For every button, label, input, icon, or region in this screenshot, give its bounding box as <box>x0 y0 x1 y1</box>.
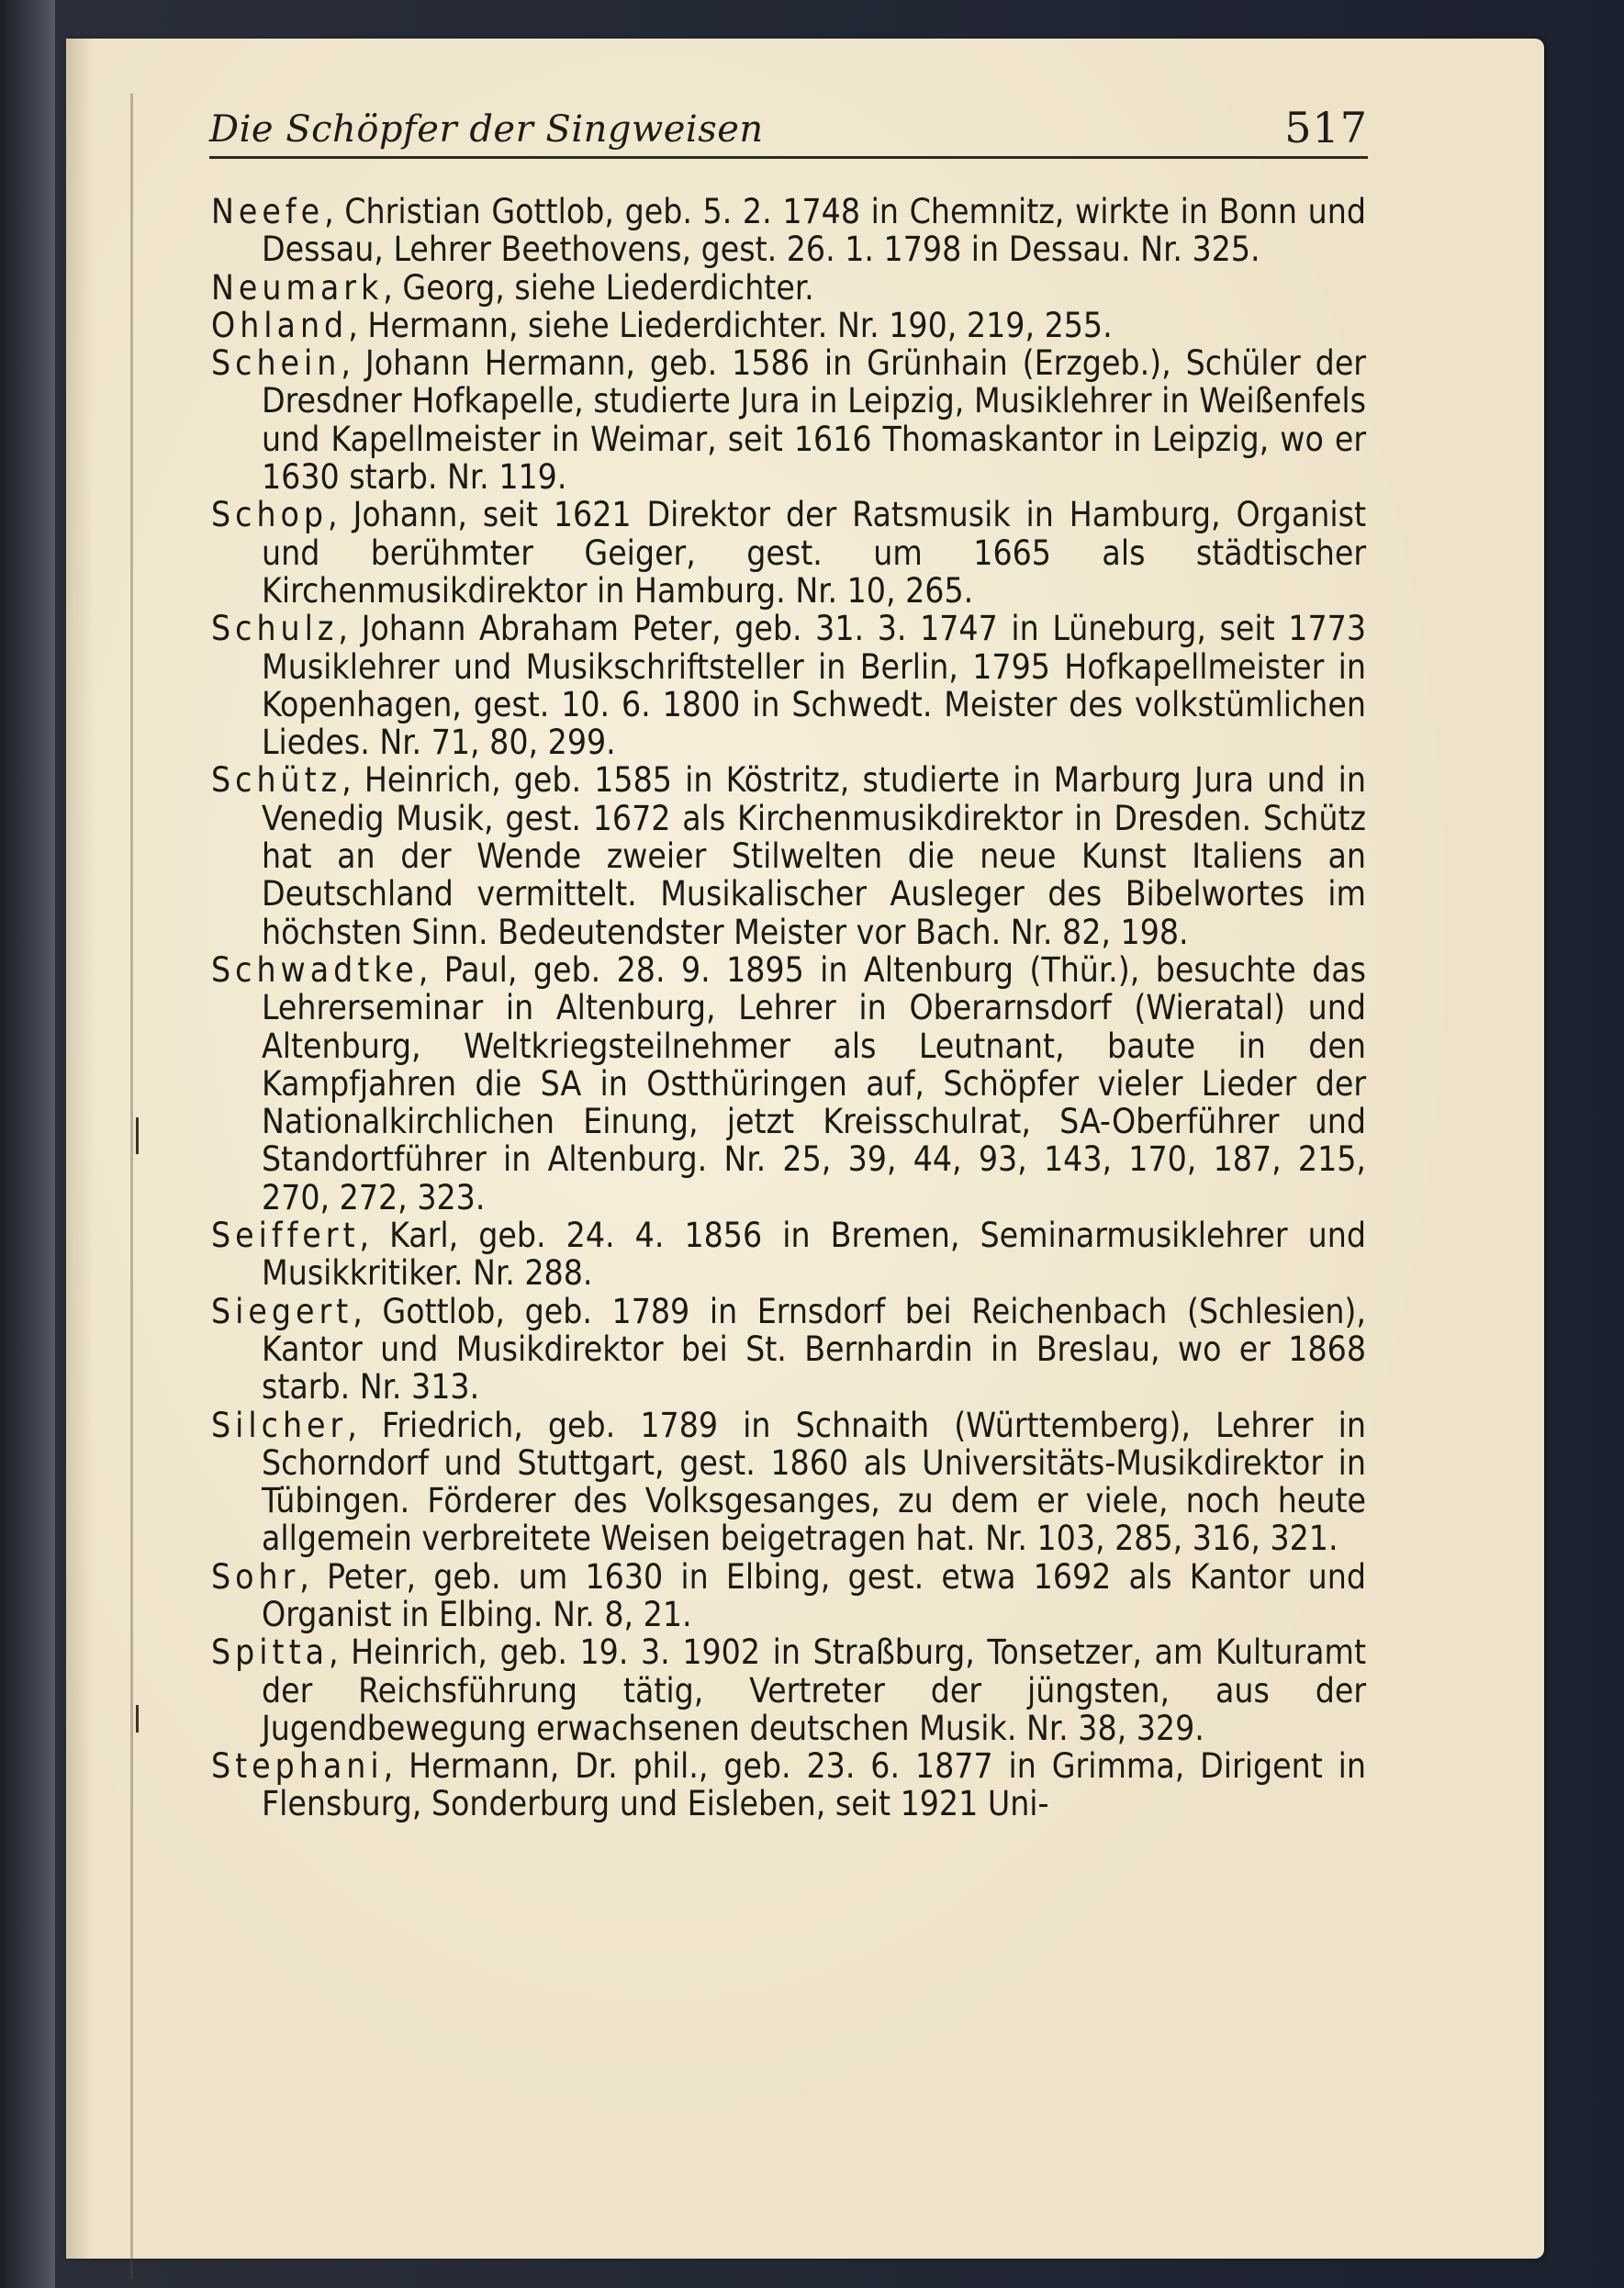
composer-list <box>211 193 1366 1823</box>
composer-details: , Christian Gottlob, geb. 5. 2. 1748 in Chemnitz, wirkte in Bonn und Dessau, Lehrer Beethovens, gest. 26. 1. 1798 in Dessau. Nr. 325. <box>262 192 1366 270</box>
page-gutter <box>130 94 133 2279</box>
composer-entry <box>211 193 1366 269</box>
page-number: 517 <box>1284 103 1368 152</box>
composer-surname: Spitta <box>211 1632 330 1673</box>
composer-details: , Georg, siehe Liederdichter. <box>383 267 814 308</box>
composer-surname: Schütz <box>211 760 342 801</box>
composer-entry <box>211 951 1366 1217</box>
composer-surname: Silcher <box>211 1405 348 1445</box>
composer-entry <box>211 1217 1366 1293</box>
composer-details: , Johann Hermann, geb. 1586 in Grünhain (Erzgeb.), Schüler der Dresdner Hofkapelle, studierte Jura in Leipzig, Musiklehrer in Weißenfels und Kapellmeister in Weimar, seit 1616 Thomaskantor in Leipzig, wo er 1630 starb. Nr. 119. <box>262 343 1366 498</box>
composer-details: , Gottlob, geb. 1789 in Ernsdorf bei Reichenbach (Schlesien), Kantor und Musikdirektor bei St. Bernhardin in Breslau, wo er 1868 starb. Nr. 313. <box>262 1291 1366 1408</box>
composer-surname: Stephani <box>211 1746 384 1787</box>
composer-surname: Schwadtke <box>211 949 419 990</box>
composer-surname: Neefe <box>211 192 325 231</box>
composer-details: , Heinrich, geb. 1585 in Köstritz, studierte in Marburg Jura und in Venedig Musik, gest. 1672 als Kirchenmusikdirektor in Dresden. Schütz hat an der Wende zweier Stilwelten die neue Kunst Italiens an Deutschland vermittelt. Musikalischer Ausleger des Bibelwortes im höchsten Sinn. Bedeutendster Meister vor Bach. Nr. 82, 198. <box>262 760 1366 952</box>
composer-entry <box>211 1633 1366 1747</box>
composer-details: , Heinrich, geb. 19. 3. 1902 in Straßburg, Tonsetzer, am Kulturamt der Reichsführung tätig, Vertreter der jüngsten, aus der Jugendbewegung erwachsenen deutschen Musik. Nr. 38, 329. <box>262 1632 1366 1748</box>
composer-entry <box>211 269 1366 307</box>
composer-entry <box>211 496 1366 610</box>
composer-entry <box>211 1407 1366 1558</box>
composer-surname: Seiffert <box>211 1216 360 1256</box>
margin-mark <box>136 1705 139 1733</box>
composer-details: , Paul, geb. 28. 9. 1895 in Altenburg (Thür.), besuchte das Lehrerseminar in Altenburg, Lehrer in Oberarnsdorf (Wieratal) und Altenburg, Weltkriegsteilnehmer als Leutnant, baute in den Kampfjahren die SA in Ostthüringen auf, Schöpfer vieler Lieder der Nationalkirchlichen Einung, jetzt Kreisschulrat, SA-Oberführer und Standortführer in Altenburg. Nr. 25, 39, 44, 93, 143, 170, 187, 215, 270, 272, 323. <box>262 949 1366 1217</box>
margin-mark <box>136 1117 139 1154</box>
running-title: Die Schöpfer der Singweisen <box>209 108 764 151</box>
composer-surname: Neumark <box>211 267 384 308</box>
composer-entry <box>211 1293 1366 1407</box>
composer-entry <box>211 307 1366 344</box>
composer-surname: Schein <box>211 343 342 384</box>
composer-entry <box>211 610 1366 761</box>
composer-entry <box>211 1747 1366 1823</box>
composer-details: , Hermann, siehe Liederdichter. Nr. 190, 219, 255. <box>348 305 1113 345</box>
composer-details: , Johann Abraham Peter, geb. 31. 3. 1747 in Lüneburg, seit 1773 Musiklehrer und Musikschriftsteller in Berlin, 1795 Hofkapellmeister in Kopenhagen, gest. 10. 6. 1800 in Schwedt. Meister des volkstümlichen Liedes. Nr. 71, 80, 299. <box>262 609 1366 763</box>
composer-entry <box>211 761 1366 950</box>
composer-details: , Hermann, Dr. phil., geb. 23. 6. 1877 in Grimma, Dirigent in Flensburg, Sonderburg und Eisleben, seit 1921 Uni- <box>262 1746 1366 1824</box>
composer-details: , Karl, geb. 24. 4. 1856 in Bremen, Seminarmusiklehrer und Musikkritiker. Nr. 288. <box>262 1216 1366 1294</box>
composer-surname: Siegert <box>211 1291 353 1331</box>
composer-surname: Ohland <box>211 305 349 345</box>
composer-entry <box>211 1558 1366 1634</box>
composer-surname: Schop <box>211 495 329 535</box>
composer-details: , Peter, geb. um 1630 in Elbing, gest. etwa 1692 als Kantor und Organist in Elbing. Nr. 8, 21. <box>262 1556 1366 1634</box>
composer-surname: Schulz <box>211 609 339 649</box>
book-cover-edge <box>0 0 55 2288</box>
composer-entry <box>211 344 1366 496</box>
composer-details: , Friedrich, geb. 1789 in Schnaith (Württemberg), Lehrer in Schorndorf und Stuttgart, gest. 1860 als Universitäts-Musikdirektor in Tübingen. Förderer des Volksgesanges, zu dem er viele, noch heute allgemein verbreitete Weisen beigetragen hat. Nr. 103, 285, 316, 321. <box>262 1405 1366 1559</box>
composer-details: , Johann, seit 1621 Direktor der Ratsmusik in Hamburg, Organist und berühmter Geiger, gest. um 1665 als städtischer Kirchenmusikdirektor in Hamburg. Nr. 10, 265. <box>262 495 1366 611</box>
composer-surname: Sohr <box>211 1556 300 1597</box>
page-header <box>209 103 1368 159</box>
